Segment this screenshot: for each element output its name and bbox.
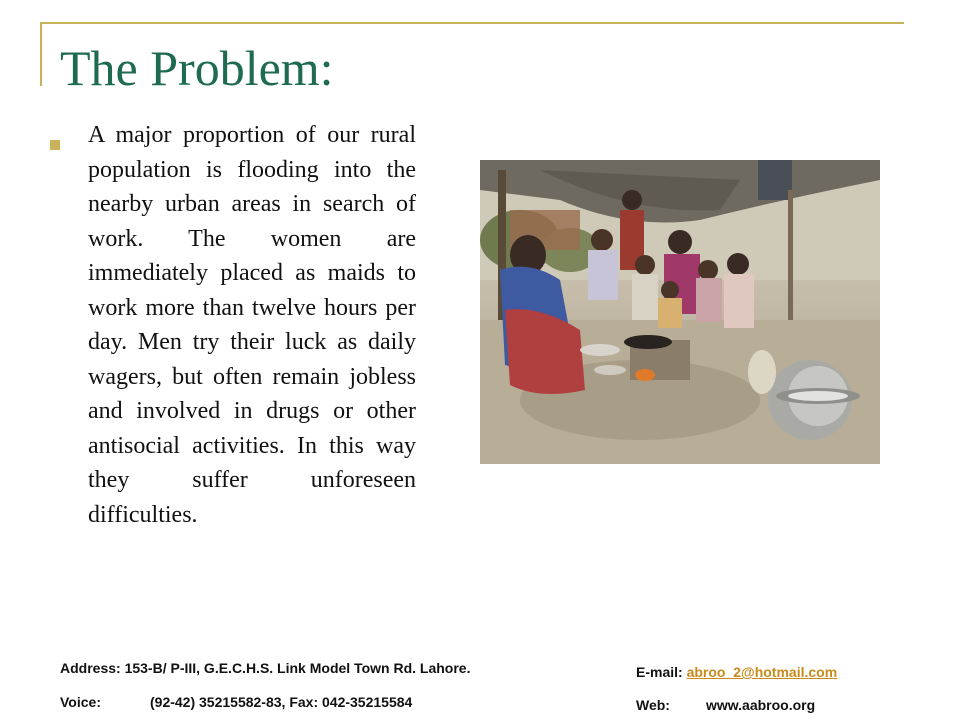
body-paragraph: A major proportion of our rural population is flooding into the nearby urban areas in search of work. The women are immediately placed as maids to work more than twelve hours per day. Men try their luck as daily wagers, but often remain jobless and involved in drugs or other antisocial activities. In this way they suffer unforeseen difficulties. <box>88 122 416 528</box>
web-value[interactable]: www.aabroo.org <box>706 697 816 713</box>
web-label: Web: <box>636 697 670 713</box>
address-label: Address: <box>60 660 121 676</box>
voice-value: (92-42) 35215582-83, Fax: 042-35215584 <box>150 694 413 710</box>
footer-address <box>60 660 470 676</box>
footer-email <box>636 664 837 680</box>
address-value: 153-B/ P-III, G.E.C.H.S. Link Model Town Rd. Lahore. <box>124 660 471 676</box>
email-link[interactable]: abroo_2@hotmail.com <box>686 664 838 680</box>
footer-web <box>636 697 815 713</box>
photo-illustration <box>480 160 880 464</box>
photo-women-children-cooking <box>480 160 880 464</box>
voice-label: Voice: <box>60 694 101 710</box>
bullet-square-icon <box>50 140 60 150</box>
frame-left-line <box>40 22 42 86</box>
footer-voice <box>60 694 412 710</box>
slide-title: The Problem: <box>60 40 334 96</box>
frame-top-line <box>40 22 904 24</box>
email-label: E-mail: <box>636 664 683 680</box>
